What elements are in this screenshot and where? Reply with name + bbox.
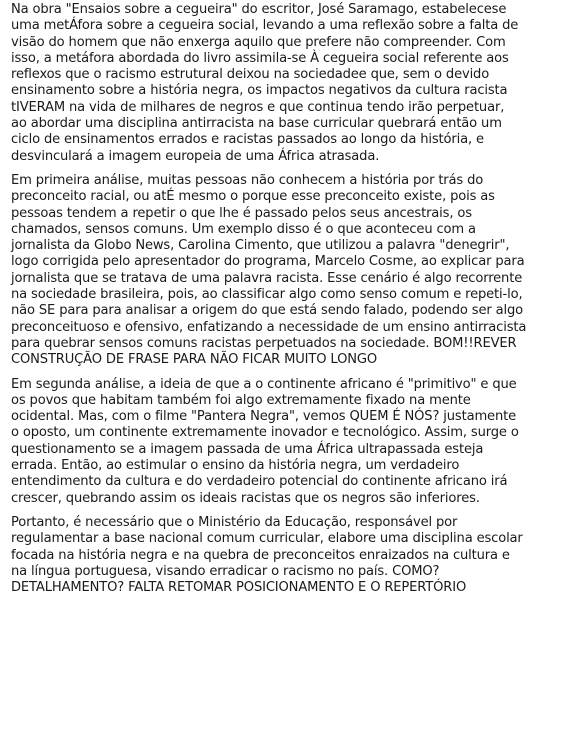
- text-line: preconceituoso e ofensivo, enfatizando a necessidade de um ensino antirracista: [11, 319, 527, 335]
- paragraph-first-argument: [11, 173, 573, 369]
- text-line: pessoas tendem a repetir o que lhe é passado pelos seus ancestrais, os: [11, 205, 472, 221]
- text-line: logo corrigida pelo apresentador do programa, Marcelo Cosme, ao explicar para: [11, 254, 525, 270]
- text-line: para quebrar sensos comuns racistas perpetuados na sociedade. BOM!!REVER: [11, 335, 517, 351]
- text-line: Portanto, é necessário que o Ministério da Educação, responsável por: [11, 514, 458, 530]
- text-line: jornalista que se tratava de uma palavra racista. Esse cenário é algo recorrente: [11, 270, 523, 286]
- text-line: não SE para para analisar a origem do que está sendo falado, podendo ser algo: [11, 303, 524, 319]
- text-line: Em primeira análise, muitas pessoas não conhecem a história por trás do: [11, 172, 484, 188]
- text-line: DETALHAMENTO? FALTA RETOMAR POSICIONAMENTO E O REPERTÓRIO: [11, 580, 467, 596]
- essay-document: [11, 2, 573, 596]
- text-line: crescer, quebrando assim os ideais racistas que os negros são inferiores.: [11, 490, 480, 506]
- text-line: ocidental. Mas, com o filme "Pantera Negra", vemos QUEM É NÓS? justamente: [11, 409, 516, 425]
- paragraph-conclusion: [11, 515, 573, 596]
- text-line: isso, a metáfora abordada do livro assimila-se À cegueira social referente aos: [11, 50, 509, 66]
- text-line: chamados, sensos comuns. Um exemplo disso é o que aconteceu com a: [11, 221, 476, 237]
- text-line: tIVERAM na vida de milhares de negros e que continua tendo irão perpetuar,: [11, 99, 505, 115]
- text-line: uma metÁfora sobre a cegueira social, levando a uma reflexão sobre a falta de: [11, 18, 519, 34]
- text-line: errada. Então, ao estimular o ensino da história negra, um verdadeiro: [11, 458, 460, 474]
- paragraph-second-argument: [11, 377, 573, 507]
- text-line: Em segunda análise, a ideia de que a o continente africano é "primitivo" e que: [11, 376, 517, 392]
- text-line: questionamento se a imagem passada de uma África ultrapassada esteja: [11, 441, 484, 457]
- text-line: ciclo de ensinamentos errados e racistas passados ao longo da história, e: [11, 132, 484, 148]
- text-line: entendimento da cultura e do verdadeiro potencial do continente africano irá: [11, 474, 508, 490]
- text-line: regulamentar a base nacional comum curricular, elabore uma disciplina escolar: [11, 531, 523, 547]
- text-line: na sociedade brasileira, pois, ao classificar algo como senso comum e repeti-lo,: [11, 287, 523, 303]
- text-line: reflexos que o racismo estrutural deixou na sociedadee que, sem o devido: [11, 67, 490, 83]
- text-line: desvinculará a imagem europeia de uma África atrasada.: [11, 148, 380, 164]
- text-line: o oposto, um continente extremamente inovador e tecnológico. Assim, surge o: [11, 425, 519, 441]
- text-line: preconceito racial, ou atÉ mesmo o porque esse preconceito existe, pois as: [11, 189, 495, 205]
- text-line: na língua portuguesa, visando erradicar o racismo no país. COMO?: [11, 563, 440, 579]
- paragraph-introduction: [11, 2, 573, 165]
- text-line: ensinamento sobre a história negra, os impactos negativos da cultura racista: [11, 83, 508, 99]
- text-line: ao abordar uma disciplina antirracista na base curricular quebrará então um: [11, 116, 502, 132]
- text-line: focada na história negra e na quebra de preconceitos enraizados na cultura e: [11, 547, 510, 563]
- text-line: os povos que habitam também foi algo extremamente fixado na mente: [11, 392, 471, 408]
- text-line: Na obra "Ensaios sobre a cegueira" do escritor, José Saramago, estabelecese: [11, 2, 507, 17]
- text-line: CONSTRUÇÃO DE FRASE PARA NÃO FICAR MUITO LONGO: [11, 352, 378, 368]
- text-line: jornalista da Globo News, Carolina Cimento, que utilizou a palavra "denegrir",: [11, 238, 510, 254]
- text-line: visão do homem que não enxerga aquilo que prefere não compreender. Com: [11, 34, 506, 50]
